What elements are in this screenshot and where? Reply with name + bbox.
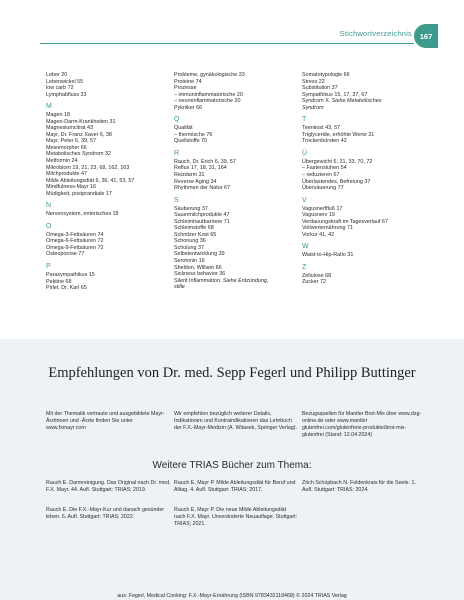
- index-entry: [174, 284, 299, 291]
- recommendation-text-2: Wir empfehlen bezüglich weiterer Details, Indikationen und Kontraindikationen das Lehrbuch der F.X.-Mayr-Medizin (A. Witasek, Springer Verlag).: [174, 411, 298, 431]
- index-entry-text: Vagusnerv 19: [302, 212, 335, 219]
- index-entry-text: Schonung 36: [174, 238, 206, 245]
- index-entry-text: Magnesiumcitrat 43: [46, 125, 94, 132]
- header-rule: [40, 43, 414, 44]
- index-entry-text: Proteine 74: [174, 78, 202, 85]
- index-entry-text: Verdauungskraft im Tagesverlauf 67: [302, 218, 388, 225]
- recommendations-panel: [0, 339, 464, 600]
- index-entry-text: Metabolisches Syndrom 32: [46, 151, 112, 158]
- index-entry-text: Reverse Aging 34: [174, 178, 217, 185]
- index-entry: [46, 285, 171, 292]
- index-letter: S: [174, 196, 179, 204]
- index-letter: Q: [174, 116, 180, 124]
- index-letter: T: [302, 116, 307, 124]
- index-entry-crossref: Syndrom: [302, 104, 324, 111]
- index-column-2: [174, 72, 299, 291]
- book-reference: Rauch E, Mayr P. Milde Ableitungsdiät für Beruf und Alltag. 4. Aufl. Stuttgart: TRIAS; 2017.: [174, 480, 296, 493]
- index-entry-text: Zucker 72: [302, 279, 326, 286]
- book-reference: Rauch E. Darmreinigung. Das Original nach Dr. med. F.X. Mayr. 44. Aufl. Stuttgart: TRIAS; 2019.: [46, 480, 171, 493]
- index-entry-text: – neuroinflammatorische 20: [174, 98, 241, 105]
- index-letter: Z: [302, 263, 307, 271]
- index-entry-text: Sauermilchprodukte 47: [174, 212, 230, 219]
- index-entry: [302, 185, 427, 192]
- index-entry-text: Mayr, Peter 6, 39, 57: [46, 138, 97, 145]
- index-entry-text: Somatotypologie 66: [302, 72, 350, 78]
- index-entry: [46, 92, 171, 99]
- index-entry-text: Sheldon, William 66: [174, 264, 222, 271]
- index-entry-text: Reflux 17, 18, 31, 164: [174, 165, 227, 172]
- index-entry-text: Lebenwickel 55: [46, 78, 84, 85]
- index-entry-text: – thermische 76: [174, 131, 213, 138]
- index-entry-crossref: Siehe Entzündung,: [222, 277, 269, 284]
- index-letter: O: [46, 222, 52, 230]
- index-entry: [174, 185, 299, 192]
- index-letter: P: [46, 263, 51, 271]
- index-entry-text: Leber 20: [46, 72, 68, 78]
- index-entry-text: – Fastenstuhen 54: [302, 165, 347, 172]
- index-entry-text: Silent Inflammation.: [174, 277, 222, 284]
- more-books-title: Weitere TRIAS Bücher zum Thema:: [152, 460, 312, 471]
- index-entry: [174, 138, 299, 145]
- index-entry-text: Magen 18: [46, 112, 70, 119]
- index-entry-text: Rhythmen der Natur 67: [174, 185, 231, 192]
- index-entry-text: Teenkost 43, 57: [302, 125, 341, 132]
- index-letter: N: [46, 202, 52, 210]
- page-number: 167: [414, 24, 438, 48]
- index-entry-text: low carb 72: [46, 85, 74, 92]
- index-entry-text: Trockenbürsten 42: [302, 138, 347, 145]
- index-entry: [302, 138, 427, 145]
- index-entry-text: Schulung 37: [174, 244, 204, 251]
- index-entry-text: Omega-9-Fettsäuren 72: [46, 244, 104, 251]
- index-entry-text: Parasympathikus 15: [46, 272, 95, 279]
- index-letter: R: [174, 149, 180, 157]
- index-entry: [302, 232, 427, 239]
- index-entry-text: Mindfulness-Mayr 16: [46, 184, 97, 191]
- index-entry-text: Metformin 24: [46, 158, 78, 165]
- index-letter: M: [46, 103, 52, 111]
- index-entry-text: Triglyceride, erhöhte Werte 31: [302, 131, 375, 138]
- index-entry: [302, 279, 427, 286]
- index-entry: [174, 105, 299, 112]
- index-entry-text: Osteoporose 77: [46, 251, 85, 258]
- index-entry-text: Magen-Darm-Krankheiten 31: [46, 118, 116, 125]
- section-title: Stichwortverzeichnis: [339, 29, 412, 38]
- index-entry-text: Prozesse: [174, 85, 197, 92]
- page-footer: aus: Fegerl, Medical Cooking: F.X.-Mayr-Ernährung (ISBN 9783432118468) © 2024 TRIAS Verlag: [117, 593, 347, 599]
- index-entry: [302, 252, 427, 259]
- index-entry-text: Omega-6-Fettsäuren 72: [46, 238, 104, 245]
- index-letter: W: [302, 243, 309, 251]
- index-entry: [46, 251, 171, 258]
- index-entry: [46, 211, 171, 218]
- index-entry-text: Schleimhautbarriere 71: [174, 218, 230, 225]
- index-entry: [302, 105, 427, 112]
- index-entry-text: Säuberung 37: [174, 205, 208, 212]
- index-entry-text: Mayr, Dr. Franz Xaver 6, 38: [46, 131, 112, 138]
- index-entry-text: – immuninflammatorische 20: [174, 91, 243, 98]
- index-entry-text: Schleimstoffe 68: [174, 225, 214, 232]
- index-entry-text: Syndrom X.: [302, 98, 331, 105]
- index-entry-text: Waist-to-Hip-Ratio 31: [302, 252, 354, 259]
- index-entry-text: Lymphabfluss 33: [46, 91, 87, 98]
- recommendations-title: Empfehlungen von Dr. med. Sepp Fegerl und Philipp Buttinger: [48, 365, 416, 381]
- index-column-1: [46, 72, 171, 292]
- index-entry-text: Sympathikus 15, 17, 37, 67: [302, 91, 368, 98]
- index-entry-text: Pektine 68: [46, 278, 72, 285]
- index-entry-text: Sickness behavior 36: [174, 271, 226, 278]
- recommendation-text-3: Bezugsquellen für Mantler Brot-Mix über www.dzg-online.de oder www.mantler glutenfrei.com/glutenfreie-produkte/brot-mix-glutenfrei (Stand: 12.04.2024): [302, 411, 422, 438]
- index-entry-text: Überlastendes, Befreiung 37: [302, 178, 371, 185]
- index-entry-text: Mikrobiom 19, 21, 23, 68, 162, 163: [46, 164, 130, 171]
- index-entry-text: Quellstoffe 70: [174, 138, 208, 145]
- index-entry-text: Nervensystem, enterisches 18: [46, 211, 119, 218]
- index-entry-crossref: Siehe Metabolisches: [331, 98, 382, 105]
- index-column-3: [302, 72, 427, 286]
- index-entry-text: Übersäuerung 77: [302, 185, 344, 192]
- index-entry-text: Zellulose 68: [302, 272, 332, 279]
- index-entry: [46, 191, 171, 198]
- index-entry-text: Probleme, gynäkologische 33: [174, 72, 245, 78]
- index-entry-text: Müdigkeit, postprandiale 17: [46, 190, 112, 197]
- index-entry-text: Vollwerternährung 71: [302, 225, 353, 232]
- index-entry-text: Pykniker 66: [174, 104, 203, 111]
- book-reference: Rauch E. Die F.X.-Mayr-Kur und danach gesünder leben. 6. Aufl. Stuttgart: TRIAS; 2022.: [46, 507, 165, 520]
- index-entry-text: Qualität: [174, 125, 193, 132]
- index-entry-text: Vagusnerffluß 17: [302, 205, 343, 212]
- index-entry-text: Pirlet, Dr. Karl 65: [46, 285, 87, 292]
- page-header: [0, 22, 464, 50]
- index-entry-text: Omega-3-Fettsäuren 74: [46, 231, 104, 238]
- index-entry-text: Schnitzer Kost 65: [174, 231, 217, 238]
- recommendation-text-1: Mit der Thematik vertraute und ausgebildete Mayr-Ärztinnen und -Ärzte finden Sie unter www.fxmayr.com: [46, 411, 165, 431]
- index-entry-text: Mesomorpher 66: [46, 144, 87, 151]
- index-entry-text: Selbstentwicklung 39: [174, 251, 225, 258]
- index-entry-text: Rauch, Dr. Erich 6, 39, 57: [174, 158, 236, 165]
- index-entry-text: Vorkur 41, 42: [302, 231, 335, 238]
- index-entry-text: Milde Ableitungsdiät 6, 36, 41, 53, 57: [46, 177, 135, 184]
- index-entry-text: Substitution 37: [302, 85, 338, 92]
- book-reference: Zöch Schüpbach N. Feldenkrais für die Seele. 1. Aufl. Stuttgart: TRIAS; 2024.: [302, 480, 416, 493]
- index-entry-text: Stress 22: [302, 78, 325, 85]
- index-letter: V: [302, 196, 307, 204]
- index-entry-text: Übergewicht 6, 31, 33, 70, 72: [302, 158, 373, 165]
- book-reference: Rauch E, Mayr P. Die neue Milde Ableitungsdiät nach F.X. Mayr. Unveränderte Neuauflage. Stuttgart: TRIAS; 2021.: [174, 507, 298, 527]
- index-entry-text: Reizdarm 31: [174, 172, 205, 179]
- index-entry-text: – reduzieren 67: [302, 172, 340, 179]
- index-letter: Ü: [302, 149, 308, 157]
- index-entry-text: Serotonin 19: [174, 258, 205, 265]
- index-entry-text: Milchprodukte 47: [46, 171, 88, 178]
- index-entry-crossref: stille: [174, 284, 185, 291]
